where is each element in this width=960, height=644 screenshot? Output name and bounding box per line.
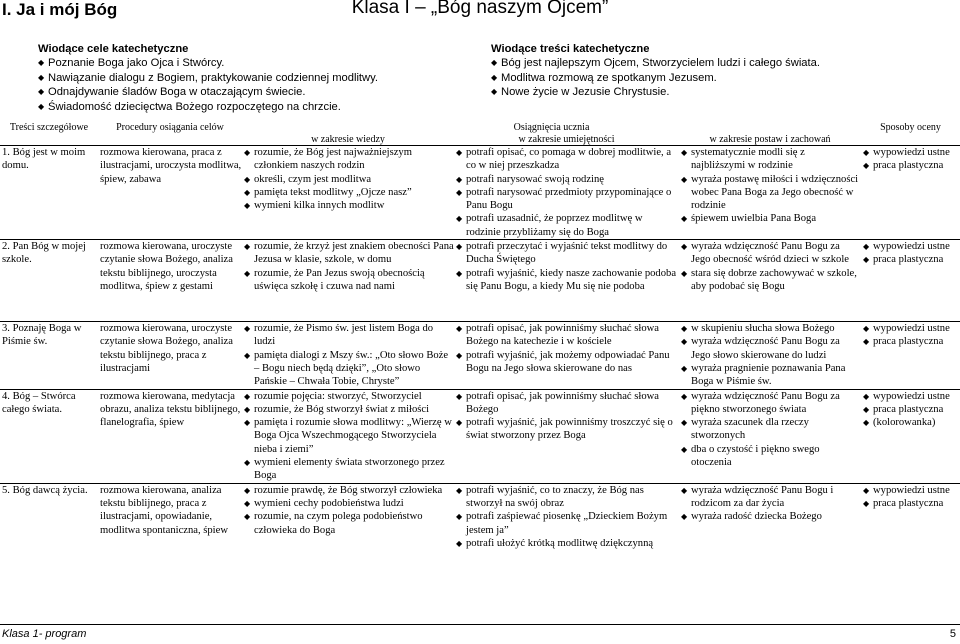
knowledge-list: [244, 322, 454, 388]
diamond-bullet-icon: ◆: [244, 148, 251, 157]
attitudes-list: [681, 240, 861, 293]
page-number: 5: [949, 628, 956, 640]
diamond-bullet-icon: ◆: [38, 72, 45, 82]
procedures-cell: rozmowa kierowana, praca z ilustracjami, uroczysta modlitwa, śpiew, zabawa: [98, 146, 242, 240]
assessment-cell: [861, 322, 960, 389]
list-item-text: potrafi opisać, jak powinniśmy słuchać słowa Bożego: [466, 390, 659, 415]
skills-list: [456, 390, 679, 443]
assessment-cell: [861, 146, 960, 240]
list-item-text: rozumie, że Bóg jest najważniejszym członkiem naszych rodzin: [254, 147, 412, 172]
table-body: [0, 146, 960, 551]
diamond-bullet-icon: ◆: [863, 418, 870, 428]
attitudes-list: [681, 484, 861, 524]
list-item: [244, 497, 454, 510]
list-item: [456, 390, 679, 417]
content-section: [491, 43, 911, 100]
list-item: [244, 390, 454, 403]
list-item: [244, 146, 454, 173]
list-item-text: systematycznie modli się z najbliższymi w rodzinie: [691, 147, 805, 172]
list-item: [681, 267, 861, 294]
diamond-bullet-icon: ◆: [681, 485, 688, 495]
header-procedury: Procedury osiągania celów: [116, 122, 224, 133]
list-item-text: wypowiedzi ustne: [873, 323, 950, 335]
knowledge-list: [244, 390, 454, 483]
topic-cell: 5. Bóg dawcą życia.: [0, 483, 98, 550]
diamond-bullet-icon: ◆: [456, 174, 463, 184]
list-item: [244, 322, 454, 349]
content-list: [491, 56, 911, 99]
list-item: [244, 240, 454, 267]
diamond-bullet-icon: ◆: [863, 337, 870, 347]
list-item-text: śpiewem uwielbia Pana Boga: [691, 213, 817, 225]
header-umiejetnosci: w zakresie umiejętności: [454, 134, 679, 146]
list-item-text: wyraża radość dziecka Bożego: [691, 511, 822, 523]
list-item-text: potrafi ułożyć krótką modlitwę dziękczynną: [466, 537, 654, 549]
diamond-bullet-icon: ◆: [456, 512, 463, 522]
list-item: [863, 240, 960, 253]
skills-cell: [454, 322, 679, 389]
list-item-text: wypowiedzi ustne: [873, 390, 950, 402]
knowledge-list: [244, 484, 454, 537]
list-item-text: wymieni elementy świata stworzonego przez Boga: [254, 457, 445, 482]
list-item: [863, 403, 960, 416]
diamond-bullet-icon: ◆: [244, 485, 251, 495]
diamond-bullet-icon: ◆: [681, 148, 688, 157]
assessment-cell: [861, 483, 960, 550]
list-item: [456, 537, 679, 550]
diamond-bullet-icon: ◆: [244, 350, 251, 360]
attitudes-list: [681, 146, 861, 226]
list-item: [681, 240, 861, 267]
list-item-text: wyraża pragnienie poznawania Pana Boga w Piśmie św.: [691, 362, 846, 388]
curriculum-table: [0, 122, 960, 550]
list-item-text: pamięta dialogi z Mszy św.: „Oto słowo Boże – Bogu niech będą dzięki”, „Oto słowo Pańskie – Chwała Tobie, Chryste”: [254, 349, 449, 388]
list-item: [456, 322, 679, 349]
list-item: [863, 390, 960, 403]
bullet-item: [491, 56, 911, 70]
diamond-bullet-icon: ◆: [456, 187, 463, 197]
bullet-item: [38, 56, 418, 70]
diamond-bullet-icon: ◆: [681, 337, 688, 347]
list-item: [681, 212, 861, 225]
list-item-text: dba o czystość i piękno swego otoczenia: [691, 443, 820, 469]
list-item: [244, 510, 454, 537]
list-item-text: rozumie, że Pismo św. jest listem Boga do ludzi: [254, 323, 434, 348]
skills-cell: [454, 240, 679, 322]
diamond-bullet-icon: ◆: [244, 201, 251, 211]
diamond-bullet-icon: ◆: [863, 242, 870, 252]
list-item-text: potrafi narysować przedmioty przypominające o Panu Bogu: [466, 186, 672, 212]
assessment-list: [863, 484, 960, 511]
diamond-bullet-icon: ◆: [681, 242, 688, 252]
footer-program-label: Klasa 1- program: [2, 628, 87, 640]
list-item-text: w skupieniu słucha słowa Bożego: [691, 323, 835, 335]
topic-cell: 3. Poznaję Boga w Piśmie św.: [0, 322, 98, 389]
diamond-bullet-icon: ◆: [244, 324, 251, 334]
knowledge-cell: [242, 483, 454, 550]
diamond-bullet-icon: ◆: [681, 418, 688, 428]
list-item-text: potrafi zaśpiewać piosenkę „Dzieckiem Bożym jestem ja”: [466, 511, 668, 536]
header-tresci: Treści szczegółowe: [9, 122, 89, 133]
list-item-text: praca plastyczna: [873, 254, 944, 266]
diamond-bullet-icon: ◆: [863, 391, 870, 401]
diamond-bullet-icon: ◆: [863, 485, 870, 495]
diamond-bullet-icon: ◆: [491, 87, 498, 97]
attitudes-cell: [679, 322, 861, 389]
procedures-cell: rozmowa kierowana, medytacja obrazu, analiza tekstu biblijnego, flanelografia, śpiew: [98, 389, 242, 483]
diamond-bullet-icon: ◆: [244, 268, 251, 278]
skills-list: [456, 240, 679, 293]
diamond-bullet-icon: ◆: [456, 148, 463, 157]
list-item-text: potrafi wyjaśnić, jak możemy odpowiadać Panu Bogu na Jego słowa skierowane do nas: [466, 349, 670, 374]
diamond-bullet-icon: ◆: [863, 404, 870, 414]
bullet-item: [38, 71, 418, 85]
attitudes-cell: [679, 146, 861, 240]
list-item: [681, 173, 861, 213]
skills-cell: [454, 389, 679, 483]
diamond-bullet-icon: ◆: [681, 268, 688, 278]
diamond-bullet-icon: ◆: [681, 391, 688, 401]
attitudes-cell: [679, 483, 861, 550]
list-item: [456, 173, 679, 186]
bullet-text: Bóg jest najlepszym Ojcem, Stworzycielem ludzi i całego świata.: [501, 57, 820, 70]
table-row: [0, 483, 960, 550]
knowledge-cell: [242, 146, 454, 240]
knowledge-cell: [242, 240, 454, 322]
list-item-text: rozumie pojęcia: stworzyć, Stworzyciel: [254, 390, 422, 402]
list-item: [863, 335, 960, 348]
list-item: [681, 443, 861, 470]
bullet-text: Świadomość dziecięctwa Bożego rozpoczętego na chrzcie.: [48, 100, 341, 113]
list-item: [244, 349, 454, 389]
assessment-list: [863, 322, 960, 349]
list-item: [863, 416, 960, 429]
list-item-text: potrafi opisać, co pomaga w dobrej modlitwie, a co w niej przeszkadza: [466, 147, 672, 172]
procedures-cell: rozmowa kierowana, uroczyste czytanie słowa Bożego, analiza tekstu biblijnego, uroczysta modlitwa, śpiew z gestami: [98, 240, 242, 322]
list-item: [456, 510, 679, 537]
list-item: [244, 456, 454, 483]
diamond-bullet-icon: ◆: [863, 255, 870, 265]
diamond-bullet-icon: ◆: [456, 324, 463, 334]
bullet-text: Nowe życie w Jezusie Chrystusie.: [501, 86, 670, 99]
attitudes-list: [681, 322, 861, 388]
diamond-bullet-icon: ◆: [863, 324, 870, 334]
list-item: [863, 497, 960, 510]
list-item: [681, 390, 861, 417]
list-item: [681, 510, 861, 523]
goals-heading: Wiodące cele katechetyczne: [38, 43, 189, 55]
diamond-bullet-icon: ◆: [244, 242, 251, 252]
bullet-item: [38, 100, 418, 114]
diamond-bullet-icon: ◆: [681, 324, 688, 334]
list-item: [244, 416, 454, 456]
list-item-text: praca plastyczna: [873, 336, 944, 348]
table-row: [0, 240, 960, 322]
list-item: [456, 240, 679, 267]
list-item: [863, 146, 960, 159]
table-row: [0, 146, 960, 240]
list-item-text: wymieni cechy podobieństwa ludzi: [254, 497, 404, 509]
list-item-text: potrafi przeczytać i wyjaśnić tekst modlitwy do Ducha Świętego: [466, 241, 668, 266]
diamond-bullet-icon: ◆: [456, 418, 463, 428]
diamond-bullet-icon: ◆: [456, 485, 463, 495]
list-item-text: wypowiedzi ustne: [873, 147, 950, 158]
diamond-bullet-icon: ◆: [681, 214, 688, 224]
list-item-text: praca plastyczna: [873, 497, 944, 509]
diamond-bullet-icon: ◆: [491, 72, 498, 82]
assessment-cell: [861, 240, 960, 322]
bullet-item: [491, 85, 911, 99]
bullet-text: Odnajdywanie śladów Boga w otaczającym świecie.: [48, 86, 306, 99]
table-row: [0, 389, 960, 483]
class-title: Klasa I – „Bóg naszym Ojcem”: [351, 0, 609, 18]
list-item-text: rozumie, że Bóg stworzył świat z miłości: [254, 403, 430, 415]
list-item: [863, 484, 960, 497]
assessment-list: [863, 240, 960, 267]
list-item-text: wypowiedzi ustne: [873, 241, 950, 253]
diamond-bullet-icon: ◆: [863, 148, 870, 157]
list-item-text: potrafi opisać, jak powinniśmy słuchać słowa Bożego na katechezie i w kościele: [466, 323, 659, 348]
diamond-bullet-icon: ◆: [456, 350, 463, 360]
list-item-text: praca plastyczna: [873, 160, 944, 172]
list-item: [456, 146, 679, 173]
bullet-text: Nawiązanie dialogu z Bogiem, praktykowanie codziennej modlitwy.: [48, 71, 378, 84]
bullet-item: [491, 71, 911, 85]
list-item: [244, 173, 454, 186]
diamond-bullet-icon: ◆: [244, 512, 251, 522]
list-item: [681, 362, 861, 389]
list-item: [863, 322, 960, 335]
list-item-text: określi, czym jest modlitwa: [254, 173, 372, 185]
diamond-bullet-icon: ◆: [491, 58, 498, 68]
bullet-text: Poznanie Boga jako Ojca i Stwórcy.: [48, 57, 225, 70]
list-item: [456, 349, 679, 376]
list-item-text: wyraża wdzięczność Panu Bogu za Jego obecność wśród dzieci w szkole: [691, 241, 849, 266]
list-item-text: wymieni kilka innych modlitw: [254, 200, 385, 212]
assessment-cell: [861, 389, 960, 483]
list-item-text: rozumie, na czym polega podobieństwo człowieka do Boga: [254, 511, 423, 536]
goals-section: [38, 43, 418, 114]
table-row: [0, 322, 960, 389]
diamond-bullet-icon: ◆: [38, 101, 45, 111]
list-item-text: potrafi wyjaśnić, co to znaczy, że Bóg nas stworzył na swój obraz: [466, 484, 644, 509]
list-item-text: wyraża szacunek dla rzeczy stworzonych: [691, 417, 809, 442]
list-item: [681, 322, 861, 335]
topic-cell: 2. Pan Bóg w mojej szkole.: [0, 240, 98, 322]
list-item-text: wyraża wdzięczność Panu Bogu i rodzicom za dar życia: [691, 484, 834, 509]
list-item-text: wyraża postawę miłości i wdzięczności wobec Pana Boga za Jego obecność w rodzinie: [691, 173, 859, 212]
diamond-bullet-icon: ◆: [863, 498, 870, 508]
list-item-text: rozumie prawdę, że Bóg stworzył człowieka: [254, 484, 443, 496]
list-item-text: potrafi wyjaśnić, jak powinniśmy troszczyć się o świat stworzony przez Boga: [466, 417, 673, 442]
skills-list: [456, 322, 679, 375]
list-item: [681, 146, 861, 173]
diamond-bullet-icon: ◆: [456, 214, 463, 224]
list-item-text: (kolorowanka): [873, 417, 936, 429]
diamond-bullet-icon: ◆: [244, 187, 251, 197]
header-wiedza: w zakresie wiedzy: [242, 134, 454, 146]
attitudes-list: [681, 390, 861, 470]
knowledge-list: [244, 146, 454, 212]
topic-cell: 1. Bóg jest w moim domu.: [0, 146, 98, 240]
list-item-text: praca plastyczna: [873, 403, 944, 415]
diamond-bullet-icon: ◆: [244, 418, 251, 428]
diamond-bullet-icon: ◆: [38, 87, 45, 97]
unit-title: I. Ja i mój Bóg: [2, 0, 118, 19]
diamond-bullet-icon: ◆: [244, 404, 251, 414]
list-item-text: rozumie, że Pan Jezus swoją obecnością uświęca szkołę i czuwa nad nami: [254, 267, 425, 292]
list-item-text: pamięta i rozumie słowa modlitwy: „Wierzę w Boga Ojca Wszechmogącego Stworzyciela nieba i ziemi”: [254, 417, 452, 455]
list-item-text: potrafi wyjaśnić, kiedy nasze zachowanie podoba się Panu Bogu, a kiedy Mu się nie podoba: [466, 267, 677, 292]
header-osiagniecia: Osiągnięcia ucznia: [513, 122, 590, 133]
list-item: [244, 403, 454, 416]
list-item: [456, 484, 679, 511]
knowledge-cell: [242, 322, 454, 389]
diamond-bullet-icon: ◆: [244, 498, 251, 508]
list-item-text: potrafi uzasadnić, że poprzez modlitwę w rodzinie przybliżamy się do Boga: [466, 213, 643, 238]
list-item: [456, 186, 679, 213]
list-item: [681, 484, 861, 511]
list-item: [244, 484, 454, 497]
list-item: [456, 267, 679, 294]
list-item-text: stara się dobrze zachowywać w szkole, aby podobać się Bogu: [691, 267, 857, 292]
diamond-bullet-icon: ◆: [681, 174, 688, 184]
list-item: [456, 212, 679, 239]
header-postawy: w zakresie postaw i zachowań: [679, 134, 861, 146]
page-footer: [0, 624, 960, 640]
skills-list: [456, 146, 679, 239]
list-item-text: potrafi narysować swoją rodzinę: [466, 173, 604, 185]
list-item-text: wyraża wdzięczność Panu Bogu za Jego słowo skierowane do ludzi: [691, 336, 840, 361]
list-item-text: wypowiedzi ustne: [873, 484, 950, 496]
list-item: [244, 199, 454, 212]
skills-cell: [454, 146, 679, 240]
list-item: [244, 267, 454, 294]
diamond-bullet-icon: ◆: [244, 391, 251, 401]
knowledge-cell: [242, 389, 454, 483]
goals-list: [38, 56, 418, 114]
diamond-bullet-icon: ◆: [244, 174, 251, 184]
bullet-text: Modlitwa rozmową ze spotkanym Jezusem.: [501, 71, 717, 84]
list-item-text: rozumie, że krzyż jest znakiem obecności Pana Jezusa w klasie, szkole, w domu: [254, 241, 454, 266]
diamond-bullet-icon: ◆: [681, 444, 688, 454]
bullet-item: [38, 85, 418, 99]
diamond-bullet-icon: ◆: [863, 161, 870, 171]
assessment-list: [863, 146, 960, 173]
list-item: [681, 416, 861, 443]
knowledge-list: [244, 240, 454, 293]
assessment-list: [863, 390, 960, 430]
diamond-bullet-icon: ◆: [38, 58, 45, 68]
attitudes-cell: [679, 240, 861, 322]
topic-cell: 4. Bóg – Stwórca całego świata.: [0, 389, 98, 483]
skills-list: [456, 484, 679, 550]
diamond-bullet-icon: ◆: [681, 512, 688, 522]
diamond-bullet-icon: ◆: [244, 458, 251, 468]
list-item-text: wyraża wdzięczność Panu Bogu za piękno stworzonego świata: [691, 390, 840, 415]
list-item: [456, 416, 679, 443]
list-item: [681, 335, 861, 362]
diamond-bullet-icon: ◆: [456, 391, 463, 401]
skills-cell: [454, 483, 679, 550]
list-item: [863, 159, 960, 172]
diamond-bullet-icon: ◆: [681, 363, 688, 373]
header-sposoby: Sposoby oceny: [880, 122, 941, 133]
content-heading: Wiodące treści katechetyczne: [491, 43, 650, 55]
diamond-bullet-icon: ◆: [456, 538, 463, 548]
list-item: [244, 186, 454, 199]
diamond-bullet-icon: ◆: [456, 242, 463, 252]
attitudes-cell: [679, 389, 861, 483]
diamond-bullet-icon: ◆: [456, 268, 463, 278]
procedures-cell: rozmowa kierowana, uroczyste czytanie słowa Bożego, analiza tekstu biblijnego, praca z ilustracjami: [98, 322, 242, 389]
procedures-cell: rozmowa kierowana, analiza tekstu biblijnego, praca z ilustracjami, opowiadanie, modlitwa spontaniczna, śpiew: [98, 483, 242, 550]
list-item-text: pamięta tekst modlitwy „Ojcze nasz”: [254, 186, 412, 198]
list-item: [863, 253, 960, 266]
